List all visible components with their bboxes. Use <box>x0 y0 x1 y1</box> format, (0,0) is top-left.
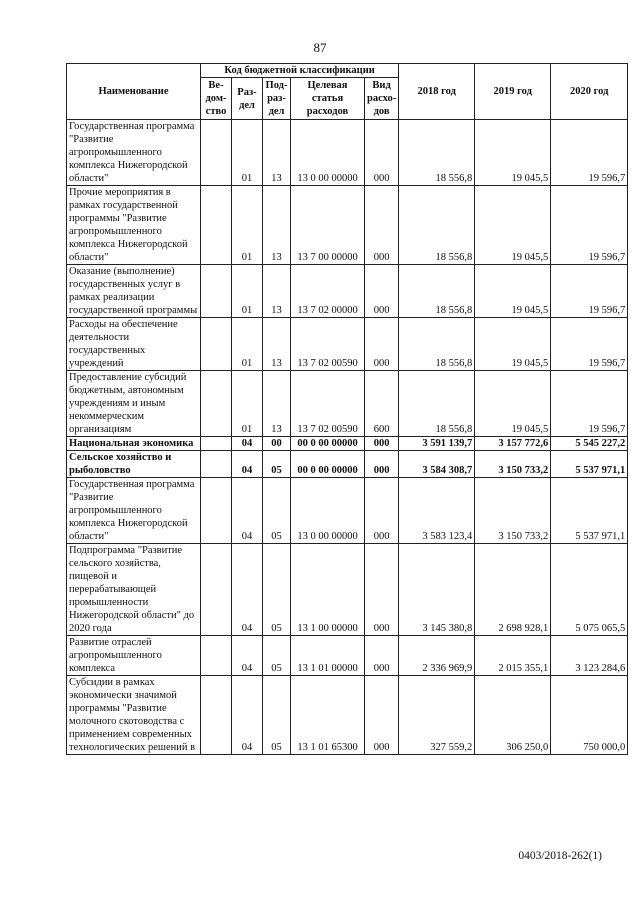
row-2018: 18 556,8 <box>399 120 475 186</box>
row-razdel: 01 <box>232 186 263 265</box>
row-2020: 19 596,7 <box>551 371 628 437</box>
row-razdel: 04 <box>232 437 263 451</box>
row-2018: 3 584 308,7 <box>399 451 475 478</box>
row-vid-raskhodov: 000 <box>365 478 399 544</box>
page-number: 87 <box>313 40 327 55</box>
header-vedomstvo: Ве- дом- ство <box>201 78 232 120</box>
row-podrazdel: 05 <box>263 636 291 676</box>
row-2018: 3 145 380,8 <box>399 544 475 636</box>
row-2020: 5 537 971,1 <box>551 451 628 478</box>
row-celevaya-statya: 13 7 02 00590 <box>291 318 365 371</box>
table-row <box>67 265 628 318</box>
row-2018: 327 559,2 <box>399 676 475 755</box>
row-razdel: 01 <box>232 371 263 437</box>
header-2018: 2018 год <box>399 64 475 120</box>
row-name: Подпрограмма "Развитие сельского хозяйства, пищевой и перерабатывающей промышленности Нижегородской области" до 2020 года <box>67 544 201 636</box>
row-celevaya-statya: 13 1 01 00000 <box>291 636 365 676</box>
row-vedomstvo <box>201 544 232 636</box>
row-name: Государственная программа "Развитие агропромышленного комплекса Нижегородской области" <box>67 478 201 544</box>
row-vedomstvo <box>201 186 232 265</box>
row-vedomstvo <box>201 371 232 437</box>
row-podrazdel: 13 <box>263 371 291 437</box>
table-row <box>67 437 628 451</box>
row-name: Сельское хозяйство и рыболовство <box>67 451 201 478</box>
row-razdel: 04 <box>232 544 263 636</box>
header-celevaya-statya: Целевая статья расходов <box>291 78 365 120</box>
row-celevaya-statya: 13 0 00 00000 <box>291 120 365 186</box>
row-vedomstvo <box>201 636 232 676</box>
row-vedomstvo <box>201 676 232 755</box>
row-vedomstvo <box>201 437 232 451</box>
row-vedomstvo <box>201 120 232 186</box>
footer-code: 0403/2018-262(1) <box>518 850 602 862</box>
row-2019: 2 698 928,1 <box>475 544 551 636</box>
row-vid-raskhodov: 000 <box>365 636 399 676</box>
row-2019: 19 045,5 <box>475 265 551 318</box>
row-2020: 5 537 971,1 <box>551 478 628 544</box>
row-podrazdel: 05 <box>263 544 291 636</box>
row-2019: 3 157 772,6 <box>475 437 551 451</box>
row-2020: 3 123 284,6 <box>551 636 628 676</box>
header-name: Наименование <box>67 64 201 120</box>
row-vid-raskhodov: 000 <box>365 186 399 265</box>
table-row <box>67 318 628 371</box>
row-name: Субсидии в рамках экономически значимой программы "Развитие молочного скотоводства с применением современных технологических решений в <box>67 676 201 755</box>
row-razdel: 04 <box>232 636 263 676</box>
header-2019: 2019 год <box>475 64 551 120</box>
row-celevaya-statya: 00 0 00 00000 <box>291 437 365 451</box>
row-2019: 19 045,5 <box>475 318 551 371</box>
row-2020: 5 545 227,2 <box>551 437 628 451</box>
budget-table <box>66 63 628 755</box>
table-row <box>67 451 628 478</box>
row-celevaya-statya: 13 1 01 65300 <box>291 676 365 755</box>
row-name: Оказание (выполнение) государственных услуг в рамках реализации государственной программы <box>67 265 201 318</box>
row-razdel: 04 <box>232 676 263 755</box>
row-celevaya-statya: 13 7 02 00000 <box>291 265 365 318</box>
row-vedomstvo <box>201 265 232 318</box>
row-2020: 19 596,7 <box>551 186 628 265</box>
table-row <box>67 636 628 676</box>
row-2019: 306 250,0 <box>475 676 551 755</box>
row-celevaya-statya: 13 1 00 00000 <box>291 544 365 636</box>
row-vedomstvo <box>201 451 232 478</box>
row-2020: 19 596,7 <box>551 265 628 318</box>
row-podrazdel: 13 <box>263 186 291 265</box>
row-2019: 3 150 733,2 <box>475 451 551 478</box>
row-2018: 18 556,8 <box>399 318 475 371</box>
table-row <box>67 478 628 544</box>
row-name: Развитие отраслей агропромышленного комплекса <box>67 636 201 676</box>
row-podrazdel: 05 <box>263 676 291 755</box>
row-vid-raskhodov: 000 <box>365 451 399 478</box>
row-razdel: 01 <box>232 120 263 186</box>
row-vid-raskhodov: 000 <box>365 265 399 318</box>
row-podrazdel: 00 <box>263 437 291 451</box>
row-2020: 19 596,7 <box>551 120 628 186</box>
table-row <box>67 544 628 636</box>
header-vid-raskhodov: Вид расхо- дов <box>365 78 399 120</box>
row-vid-raskhodov: 000 <box>365 318 399 371</box>
row-2020: 5 075 065,5 <box>551 544 628 636</box>
row-2018: 18 556,8 <box>399 371 475 437</box>
row-2020: 750 000,0 <box>551 676 628 755</box>
row-2018: 18 556,8 <box>399 186 475 265</box>
row-razdel: 01 <box>232 265 263 318</box>
table-row <box>67 186 628 265</box>
row-podrazdel: 13 <box>263 265 291 318</box>
row-name: Предоставление субсидий бюджетным, автономным учреждениям и иным некоммерческим организациям <box>67 371 201 437</box>
row-vid-raskhodov: 000 <box>365 544 399 636</box>
row-name: Государственная программа "Развитие агропромышленного комплекса Нижегородской области" <box>67 120 201 186</box>
row-podrazdel: 13 <box>263 318 291 371</box>
table-row <box>67 120 628 186</box>
row-2019: 19 045,5 <box>475 371 551 437</box>
row-name: Прочие мероприятия в рамках государственной программы "Развитие агропромышленного комплекса Нижегородской области" <box>67 186 201 265</box>
row-name: Расходы на обеспечение деятельности государственных учреждений <box>67 318 201 371</box>
row-vid-raskhodov: 000 <box>365 120 399 186</box>
row-2019: 19 045,5 <box>475 186 551 265</box>
row-celevaya-statya: 00 0 00 00000 <box>291 451 365 478</box>
row-razdel: 01 <box>232 318 263 371</box>
row-vid-raskhodov: 600 <box>365 371 399 437</box>
row-2018: 2 336 969,9 <box>399 636 475 676</box>
row-2020: 19 596,7 <box>551 318 628 371</box>
header-razdel: Раз- дел <box>232 78 263 120</box>
table-row <box>67 371 628 437</box>
row-name: Национальная экономика <box>67 437 201 451</box>
row-2018: 3 583 123,4 <box>399 478 475 544</box>
row-celevaya-statya: 13 0 00 00000 <box>291 478 365 544</box>
row-2019: 3 150 733,2 <box>475 478 551 544</box>
row-razdel: 04 <box>232 478 263 544</box>
row-podrazdel: 13 <box>263 120 291 186</box>
row-podrazdel: 05 <box>263 451 291 478</box>
row-2018: 3 591 139,7 <box>399 437 475 451</box>
row-razdel: 04 <box>232 451 263 478</box>
row-2019: 19 045,5 <box>475 120 551 186</box>
row-vedomstvo <box>201 318 232 371</box>
row-vid-raskhodov: 000 <box>365 676 399 755</box>
header-row-1 <box>67 64 628 78</box>
table-row <box>67 676 628 755</box>
row-celevaya-statya: 13 7 02 00590 <box>291 371 365 437</box>
row-celevaya-statya: 13 7 00 00000 <box>291 186 365 265</box>
row-podrazdel: 05 <box>263 478 291 544</box>
row-2018: 18 556,8 <box>399 265 475 318</box>
header-podrazdel: Под- раз- дел <box>263 78 291 120</box>
header-2020: 2020 год <box>551 64 628 120</box>
row-2019: 2 015 355,1 <box>475 636 551 676</box>
header-classification: Код бюджетной классификации <box>201 64 399 78</box>
row-vedomstvo <box>201 478 232 544</box>
row-vid-raskhodov: 000 <box>365 437 399 451</box>
